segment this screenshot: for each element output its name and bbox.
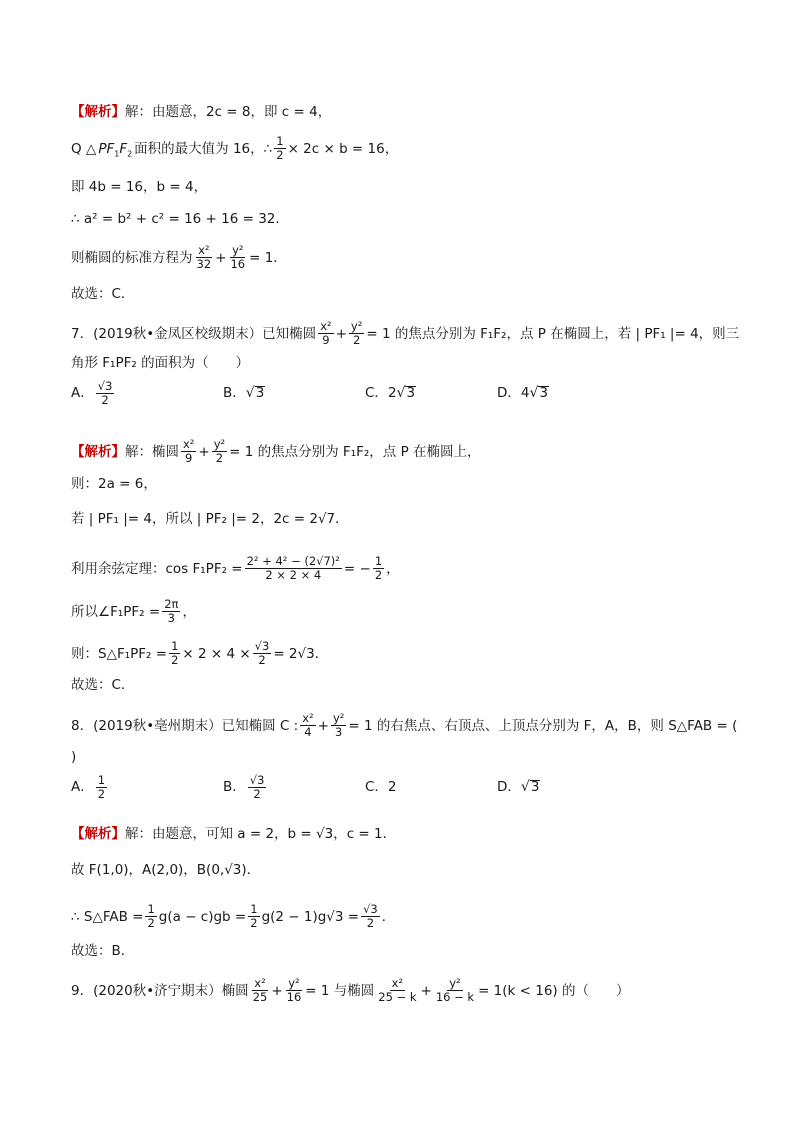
- solution-7-line-7: [71, 676, 734, 694]
- fraction: $\frac{1}{2}$: [276, 134, 284, 162]
- option-d: D． √ 3: [497, 779, 540, 795]
- solution-line-4: [71, 210, 734, 228]
- solution-7-line-6: [71, 640, 734, 667]
- solution-text: 则椭圆的标准方程为: [71, 249, 193, 266]
- fraction: $\frac{\text{y²}}{3}$: [332, 711, 345, 739]
- solution-7-line-4: [71, 555, 734, 582]
- solution-text: g(2 − 1)g√3 =: [261, 908, 360, 925]
- fraction: $\frac{\text{x²}}{9}$: [320, 319, 332, 347]
- solution-text: 所以∠F₁PF₂ =: [71, 603, 161, 620]
- solution-7-line-2: [71, 475, 734, 493]
- question-text: 角形 F₁PF₂ 的面积为（ ）: [71, 355, 250, 371]
- fraction: $\frac{2\pi}{3}$: [164, 597, 179, 625]
- analysis-tag: 【解析】: [71, 443, 125, 460]
- solution-line-6: [71, 285, 734, 303]
- fraction: $\frac{√3}{2}$: [249, 772, 265, 801]
- solution-text: ．: [381, 908, 396, 925]
- solution-8-line-1: [71, 825, 734, 843]
- fraction: $\frac{\text{x²}}{25}$: [252, 976, 268, 1004]
- option-b: B． √ 3: [223, 385, 265, 401]
- question-8-line-2: [71, 748, 734, 766]
- solution-text: ，: [182, 603, 196, 620]
- solution-text: 利用余弦定理：cos F₁PF₂ =: [71, 560, 243, 577]
- fraction: $\frac{\text{y²}}{16}$: [230, 243, 246, 271]
- fraction: $\frac{\text{2² + 4² − (2√7)²}}{2 \times 2 \times 4}$: [246, 554, 340, 582]
- solution-line-2: [71, 135, 734, 162]
- question-text: 8．(2019秋•亳州期末）已知椭圆 C :: [71, 717, 299, 734]
- fraction: $\frac{√3}{2}$: [363, 902, 378, 930]
- question-8-line-1: 8．(2019秋•亳州期末）已知椭圆 C : $\frac{\text{x²}}{4}$ + $\frac{\text{y²}}{3}$ = 1 的右焦点、右顶点、上顶点分别为 F，A，B，则 S△FAB = (: [71, 711, 738, 739]
- question-text: = 1(k < 16) 的（ ）: [478, 982, 630, 999]
- fraction: $\frac{\text{y²}}{16}$: [286, 976, 302, 1004]
- solution-text: = 1．: [249, 249, 287, 266]
- question-text: 9．(2020秋•济宁期末）椭圆: [71, 982, 249, 999]
- fraction: $\frac{1}{2}$: [97, 772, 106, 801]
- question-7-line-1: 7．(2019秋•金凤区校级期末）已知椭圆 $\frac{\text{x²}}{9}$ + $\frac{\text{y²}}{2}$ = 1 的焦点分别为 F₁F₂，点 P 在椭圆上，若 | PF₁ |= 4，则三: [71, 319, 740, 347]
- analysis-tag: 【解析】: [71, 104, 125, 120]
- question-text: = 1 与椭圆: [305, 982, 375, 999]
- triangle-label: $PF_1F_2$: [98, 140, 133, 159]
- question-text: 7．(2019秋•金凤区校级期末）已知椭圆: [71, 325, 317, 342]
- fraction: $\frac{1}{2}$: [171, 639, 179, 667]
- solution-7-line-5: [71, 598, 734, 625]
- solution-text: × 2c × b = 16，: [287, 140, 399, 157]
- fraction: $\frac{\text{x²}}{9}$: [183, 437, 195, 465]
- fraction: $\frac{\text{y²}}{16 - k}$: [435, 976, 475, 1004]
- fraction: $\frac{\text{x²}}{4}$: [302, 711, 314, 739]
- option-a: A． $\frac{1}{2}$: [71, 772, 106, 801]
- solution-text: 解：由题意，可知 a = 2，b = √3，c = 1．: [125, 826, 397, 842]
- solution-text: 面积的最大值为 16，∴: [134, 140, 273, 157]
- solution-line-3: [71, 178, 734, 196]
- solution-text: g(a − c)gb =: [158, 908, 247, 925]
- solution-text: 若 | PF₁ |= 4，所以 | PF₂ |= 2，2c = 2√7．: [71, 511, 349, 527]
- solution-8-line-4: [71, 942, 734, 960]
- solution-text: ，: [386, 560, 400, 577]
- option-d: D． 4 √ 3: [497, 385, 549, 401]
- solution-text: = −: [343, 560, 371, 577]
- because-symbol: Q △: [71, 140, 97, 157]
- fraction: $\frac{\text{x²}}{25 - k}$: [378, 976, 417, 1004]
- option-c: C．2: [365, 779, 397, 795]
- fraction: $\frac{\text{y²}}{2}$: [350, 319, 363, 347]
- solution-text: 解：由题意，2c = 8，即 c = 4，: [125, 104, 332, 120]
- fraction: $\frac{\text{x²}}{32}$: [196, 243, 212, 271]
- answer-text: 故选：B．: [71, 943, 135, 959]
- analysis-tag: 【解析】: [71, 826, 125, 842]
- solution-text: ∴ a² = b² + c² = 16 + 16 = 32．: [71, 211, 289, 227]
- fraction: $\frac{1}{2}$: [374, 554, 383, 582]
- solution-text: 则：2a = 6，: [71, 476, 157, 492]
- solution-text: 故 F(1,0)，A(2,0)，B(0,√3)．: [71, 862, 261, 878]
- solution-7-line-3: [71, 510, 734, 528]
- question-text: = 1 的右焦点、右顶点、上顶点分别为 F，A，B，则 S△FAB = (: [348, 717, 738, 734]
- answer-text: 故选：C．: [71, 677, 135, 693]
- option-a: A． $\frac{√3}{2}$: [71, 378, 113, 407]
- fraction: $\frac{1}{2}$: [147, 902, 155, 930]
- answer-text: 故选：C．: [71, 286, 135, 302]
- solution-text: 即 4b = 16，b = 4，: [71, 179, 208, 195]
- question-text: = 1 的焦点分别为 F₁F₂，点 P 在椭圆上，若 | PF₁ |= 4，则三: [366, 325, 740, 342]
- question-7-line-2: [71, 354, 734, 372]
- solution-text: = 2√3．: [273, 645, 329, 662]
- question-9-line-1: 9．(2020秋•济宁期末）椭圆 $\frac{\text{x²}}{25}$ + $\frac{\text{y²}}{16}$ = 1 与椭圆 $\frac{\text{x²}}{25 - k}$ + $\frac{\text{y²}}{16 - k}$ = 1(k < 16) 的（ ）: [71, 976, 630, 1004]
- solution-8-line-2: [71, 861, 734, 879]
- option-c: C． 2 √ 3: [365, 385, 416, 401]
- solution-text: = 1 的焦点分别为 F₁F₂，点 P 在椭圆上，: [229, 443, 481, 460]
- solution-line-5: 则椭圆的标准方程为 $\frac{\text{x²}}{32}$ + $\frac{\text{y²}}{16}$ = 1．: [71, 243, 287, 271]
- solution-text: ∴ S△FAB =: [71, 908, 144, 925]
- solution-text: × 2 × 4 ×: [182, 645, 251, 662]
- solution-text: 解：椭圆: [125, 443, 179, 460]
- solution-text: 则：S△F₁PF₂ =: [71, 645, 168, 662]
- option-b: B． $\frac{√3}{2}$: [223, 772, 265, 801]
- solution-line-1: [71, 103, 734, 121]
- fraction: $\frac{√3}{2}$: [254, 639, 270, 667]
- fraction: $\frac{1}{2}$: [250, 902, 258, 930]
- fraction: $\frac{\text{y²}}{2}$: [213, 437, 226, 465]
- solution-8-line-3: [71, 903, 734, 930]
- fraction: $\frac{√3}{2}$: [97, 378, 113, 407]
- solution-7-line-1: 【解析】 解：椭圆 $\frac{\text{x²}}{9}$ + $\frac{\text{y²}}{2}$ = 1 的焦点分别为 F₁F₂，点 P 在椭圆上，: [71, 437, 481, 465]
- question-text: ): [71, 749, 77, 765]
